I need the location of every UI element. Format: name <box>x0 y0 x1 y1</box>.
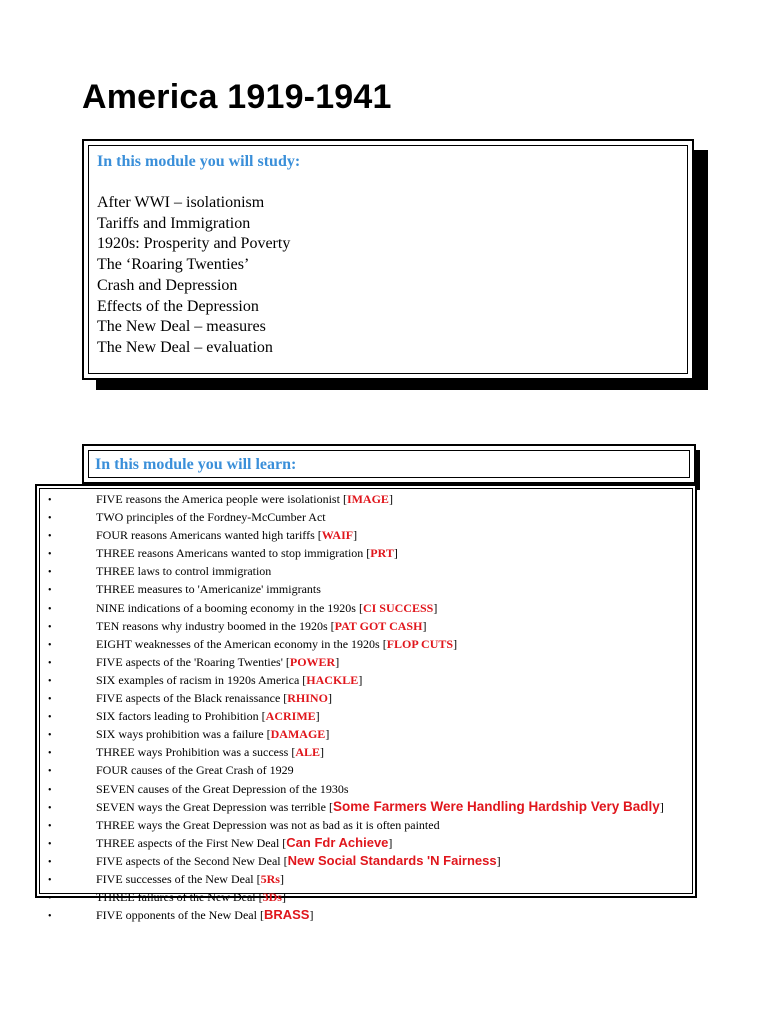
mnemonic: ACRIME <box>265 709 316 724</box>
learn-item-text: THREE laws to control immigration <box>96 564 272 579</box>
learn-item: • FIVE aspects of the Second New Deal [New Social Standards 'N Fairness] <box>48 853 686 871</box>
mnemonic: CI SUCCESS <box>362 600 434 615</box>
learn-item: • FIVE aspects of the 'Roaring Twenties' [POWER] <box>48 654 686 672</box>
bullet-icon: • <box>48 513 52 525</box>
learn-heading: In this module you will learn: <box>95 456 297 473</box>
learn-item-text: THREE ways Prohibition was a success <box>96 745 292 760</box>
learn-item: • SIX factors leading to Prohibition [ACRIME] <box>48 708 686 726</box>
study-item: Crash and Depression <box>97 276 238 294</box>
bullet-icon: • <box>48 585 52 597</box>
learn-list <box>39 488 693 923</box>
mnemonic: ALE <box>295 745 320 760</box>
learn-item <box>48 762 686 780</box>
study-heading: In this module you will study: <box>97 153 301 170</box>
mnemonic: 3Ds <box>262 890 282 905</box>
mnemonic: PRT <box>370 546 394 561</box>
mnemonic: Some Farmers Were Handling Hardship Very Badly <box>332 798 660 814</box>
learn-item: • SEVEN ways the Great Depression was terrible [Some Farmers Were Handling Hardship Very Badly] <box>48 799 686 817</box>
learn-item-text: FIVE successes of the New Deal <box>96 871 257 886</box>
study-box-inner <box>88 145 688 374</box>
bullet-icon: • <box>48 893 52 905</box>
learn-item: • SIX ways prohibition was a failure [DAMAGE] <box>48 726 686 744</box>
mnemonic: DAMAGE <box>270 727 326 742</box>
learn-item-text: THREE ways the Great Depression was not as bad as it is often painted <box>96 817 440 832</box>
learn-item-text: SIX examples of racism in 1920s America <box>96 672 303 687</box>
learn-item: • THREE aspects of the First New Deal [Can Fdr Achieve] <box>48 835 686 853</box>
learn-item: • TEN reasons why industry boomed in the 1920s [PAT GOT CASH] <box>48 618 686 636</box>
study-list <box>97 193 687 359</box>
learn-item-text: FOUR causes of the Great Crash of 1929 <box>96 763 294 778</box>
learn-item: • FIVE successes of the New Deal [5Rs] <box>48 871 686 889</box>
bullet-icon: • <box>48 730 52 742</box>
study-box <box>82 139 694 380</box>
mnemonic: IMAGE <box>346 492 389 506</box>
study-item: The New Deal – evaluation <box>97 338 273 356</box>
learn-item-text: SIX factors leading to Prohibition <box>96 709 262 724</box>
learn-item-text: FIVE aspects of the Second New Deal <box>96 853 284 868</box>
mnemonic: New Social Standards 'N Fairness <box>287 852 497 868</box>
learn-item <box>48 581 686 599</box>
bullet-icon: • <box>48 911 52 923</box>
learn-item-text: SEVEN ways the Great Depression was terrible <box>96 799 329 814</box>
bullet-icon: • <box>48 838 52 850</box>
learn-item <box>48 781 686 799</box>
learn-item: • THREE reasons Americans wanted to stop immigration [PRT] <box>48 545 686 563</box>
learn-item: • FIVE reasons the America people were isolationist [IMAGE] <box>48 491 686 509</box>
learn-item-text: SIX ways prohibition was a failure <box>96 727 267 742</box>
mnemonic: FLOP CUTS <box>386 636 454 651</box>
bullet-icon: • <box>48 802 52 814</box>
bullet-icon: • <box>48 657 52 669</box>
learn-item: • THREE ways Prohibition was a success [ALE] <box>48 744 686 762</box>
mnemonic: WAIF <box>321 528 354 543</box>
mnemonic: 5Rs <box>260 871 280 886</box>
learn-item: • FOUR reasons Americans wanted high tariffs [WAIF] <box>48 527 686 545</box>
learn-item-text: TWO principles of the Fordney-McCumber Act <box>96 510 326 525</box>
learn-item-text: FIVE opponents of the New Deal <box>96 908 260 923</box>
learn-item: • EIGHT weaknesses of the American economy in the 1920s [FLOP CUTS] <box>48 636 686 654</box>
learn-item <box>48 509 686 527</box>
learn-item-text: THREE failures of the New Deal <box>96 890 259 905</box>
learn-item <box>48 563 686 581</box>
learn-item: • FIVE opponents of the New Deal [BRASS] <box>48 907 686 925</box>
study-item: 1920s: Prosperity and Poverty <box>97 235 291 253</box>
learn-list-box <box>35 484 697 923</box>
mnemonic: POWER <box>289 654 336 669</box>
bullet-icon: • <box>48 784 52 796</box>
study-item: Effects of the Depression <box>97 297 259 315</box>
mnemonic: RHINO <box>287 691 328 706</box>
learn-item-text: SEVEN causes of the Great Depression of the 1930s <box>96 781 349 796</box>
bullet-icon: • <box>48 748 52 760</box>
learn-header-box <box>82 444 696 484</box>
bullet-icon: • <box>48 567 52 579</box>
study-item: Tariffs and Immigration <box>97 214 251 232</box>
learn-item-text: THREE aspects of the First New Deal <box>96 835 283 850</box>
bullet-icon: • <box>48 675 52 687</box>
bullet-icon: • <box>48 603 52 615</box>
learn-item-text: FIVE aspects of the 'Roaring Twenties' <box>96 654 286 669</box>
learn-item-text: FOUR reasons Americans wanted high tariffs <box>96 528 318 543</box>
bullet-icon: • <box>48 856 52 868</box>
bullet-icon: • <box>48 531 52 543</box>
bullet-icon: • <box>48 820 52 832</box>
study-item: The New Deal – measures <box>97 318 266 336</box>
learn-item-text: NINE indications of a booming economy in the 1920s <box>96 600 359 615</box>
learn-item-text: FIVE aspects of the Black renaissance <box>96 691 284 706</box>
study-item: The ‘Roaring Twenties’ <box>97 256 250 274</box>
mnemonic: BRASS <box>263 907 310 923</box>
bullet-icon: • <box>48 549 52 561</box>
bullet-icon: • <box>48 712 52 724</box>
learn-item-text: THREE reasons Americans wanted to stop immigration <box>96 546 367 561</box>
learn-item-text: EIGHT weaknesses of the American economy in the 1920s <box>96 636 383 651</box>
learn-item: • SIX examples of racism in 1920s America [HACKLE] <box>48 672 686 690</box>
learn-header-inner <box>88 450 690 478</box>
learn-item: • NINE indications of a booming economy in the 1920s [CI SUCCESS] <box>48 600 686 618</box>
mnemonic: Can Fdr Achieve <box>286 834 389 850</box>
bullet-icon: • <box>48 639 52 651</box>
learn-item <box>48 817 686 835</box>
study-item: After WWI – isolationism <box>97 194 265 211</box>
page-title: America 1919-1941 <box>82 78 392 116</box>
mnemonic: HACKLE <box>306 672 359 687</box>
bullet-icon: • <box>48 495 52 506</box>
learn-item: • FIVE aspects of the Black renaissance [RHINO] <box>48 690 686 708</box>
bullet-icon: • <box>48 694 52 706</box>
mnemonic: PAT GOT CASH <box>334 618 423 633</box>
learn-item-text: TEN reasons why industry boomed in the 1920s <box>96 618 331 633</box>
bullet-icon: • <box>48 621 52 633</box>
learn-item: • THREE failures of the New Deal [3Ds] <box>48 889 686 907</box>
bullet-icon: • <box>48 874 52 886</box>
bullet-icon: • <box>48 766 52 778</box>
learn-item-text: FIVE reasons the America people were isolationist <box>96 492 343 506</box>
learn-item-text: THREE measures to 'Americanize' immigrants <box>96 582 321 597</box>
